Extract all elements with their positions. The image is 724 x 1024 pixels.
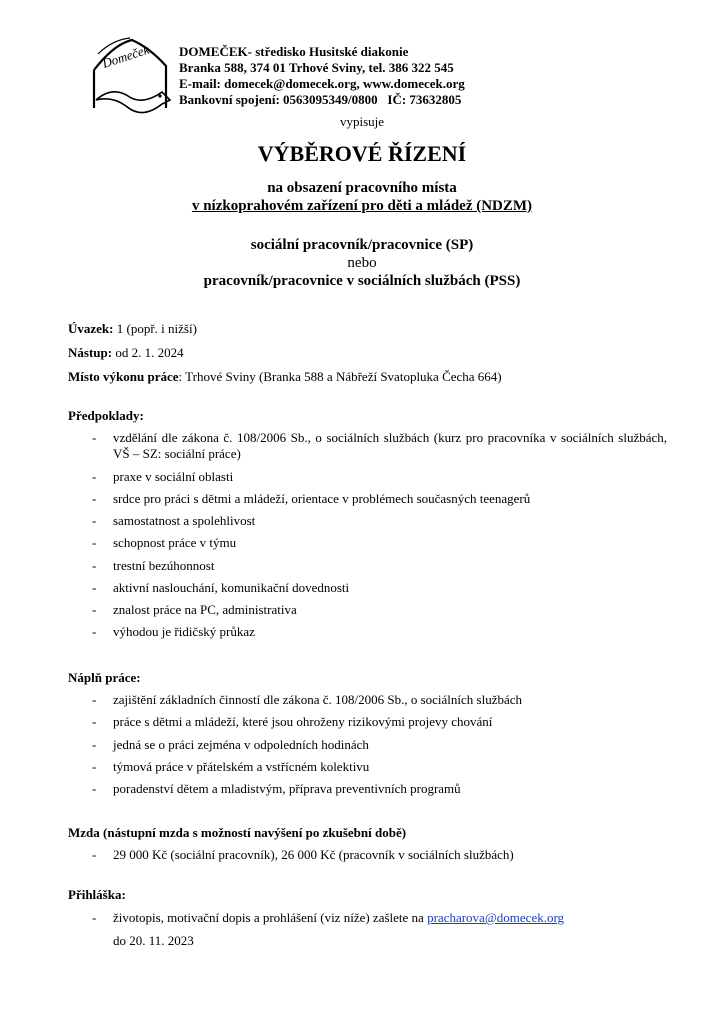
list-item: - schopnost práce v týmu [92, 535, 667, 551]
house-logo-icon [84, 34, 174, 118]
place-value: : Trhové Sviny (Branka 588 a Nábřeží Svatopluka Čecha 664) [178, 369, 502, 384]
workload-line [68, 321, 197, 337]
start-label: Nástup: [68, 345, 113, 360]
list-item: - vzdělání dle zákona č. 108/2006 Sb., o sociálních službách (kurz pro pracovníka v sociálních službách, VŠ – SZ: sociální práce) [92, 430, 667, 463]
salary-heading: Mzda (nástupní mzda s možností navýšení po zkušební době) [68, 825, 407, 840]
application-deadline: do 20. 11. 2023 [113, 933, 194, 948]
subtitle-line1: na obsazení pracovního místa [267, 180, 457, 196]
salary-list [92, 847, 667, 863]
application-list [92, 910, 667, 926]
org-bank: Bankovní spojení: 0563095349/0800 IČ: 73632805 [179, 92, 462, 107]
duties-list [92, 692, 667, 803]
list-item: - poradenství dětem a mladistvým, příprava preventivních programů [92, 781, 667, 797]
list-item: - zajištění základních činností dle zákona č. 108/2006 Sb., o sociálních službách [92, 692, 667, 708]
application-heading: Přihláška: [68, 887, 126, 902]
workload-label: Úvazek: [68, 321, 114, 336]
organization-logo [84, 34, 174, 118]
start-value: od 2. 1. 2024 [112, 345, 184, 360]
position-or: nebo [347, 255, 377, 271]
position-pss: pracovník/pracovnice v sociálních službách (PSS) [203, 273, 521, 289]
org-contact: E-mail: domecek@domecek.org, www.domecek.org [179, 76, 465, 91]
requirements-list [92, 430, 667, 647]
page-title: VÝBĚROVÉ ŘÍZENÍ [257, 141, 467, 166]
list-item: - 29 000 Kč (sociální pracovník), 26 000 Kč (pracovník v sociálních službách) [92, 847, 667, 863]
contact-email-link[interactable]: pracharova@domecek.org [427, 910, 565, 925]
list-item: - praxe v sociální oblasti [92, 469, 667, 485]
announces-text: vypisuje [339, 114, 385, 129]
org-address: Branka 588, 374 01 Trhové Sviny, tel. 386 322 545 [179, 60, 454, 75]
list-item: - samostatnost a spolehlivost [92, 513, 667, 529]
start-line [68, 345, 184, 361]
place-label: Místo výkonu práce [68, 369, 179, 384]
subtitle [0, 179, 724, 215]
organization-info [179, 44, 465, 108]
list-item [92, 910, 667, 926]
list-item: - srdce pro práci s dětmi a mládeží, orientace v problémech současných teenagerů [92, 491, 667, 507]
requirements-heading: Předpoklady: [68, 408, 144, 423]
list-item: - týmová práce v přátelském a vstřícném kolektivu [92, 759, 667, 775]
subtitle-line2: v nízkoprahovém zařízení pro děti a mládež (NDZM) [191, 198, 533, 214]
duties-heading: Náplň práce: [68, 670, 141, 685]
list-item: - práce s dětmi a mládeží, které jsou ohroženy rizikovými projevy chování [92, 714, 667, 730]
positions [0, 236, 724, 290]
application-text: životopis, motivační dopis a prohlášení (viz níže) zašlete na [113, 910, 428, 925]
list-item: - trestní bezúhonnost [92, 558, 667, 574]
list-item: - výhodou je řidičský průkaz [92, 624, 667, 640]
logo-text: Domeček [100, 41, 151, 71]
position-sp: sociální pracovník/pracovnice (SP) [250, 237, 474, 253]
workload-value: 1 (popř. i nižší) [113, 321, 197, 336]
place-line [68, 369, 502, 385]
list-item: - jedná se o práci zejména v odpoledních hodinách [92, 737, 667, 753]
list-item: - znalost práce na PC, administrativa [92, 602, 667, 618]
list-item: - aktivní naslouchání, komunikační dovednosti [92, 580, 667, 596]
org-name: DOMEČEK- středisko Husitské diakonie [179, 44, 409, 59]
